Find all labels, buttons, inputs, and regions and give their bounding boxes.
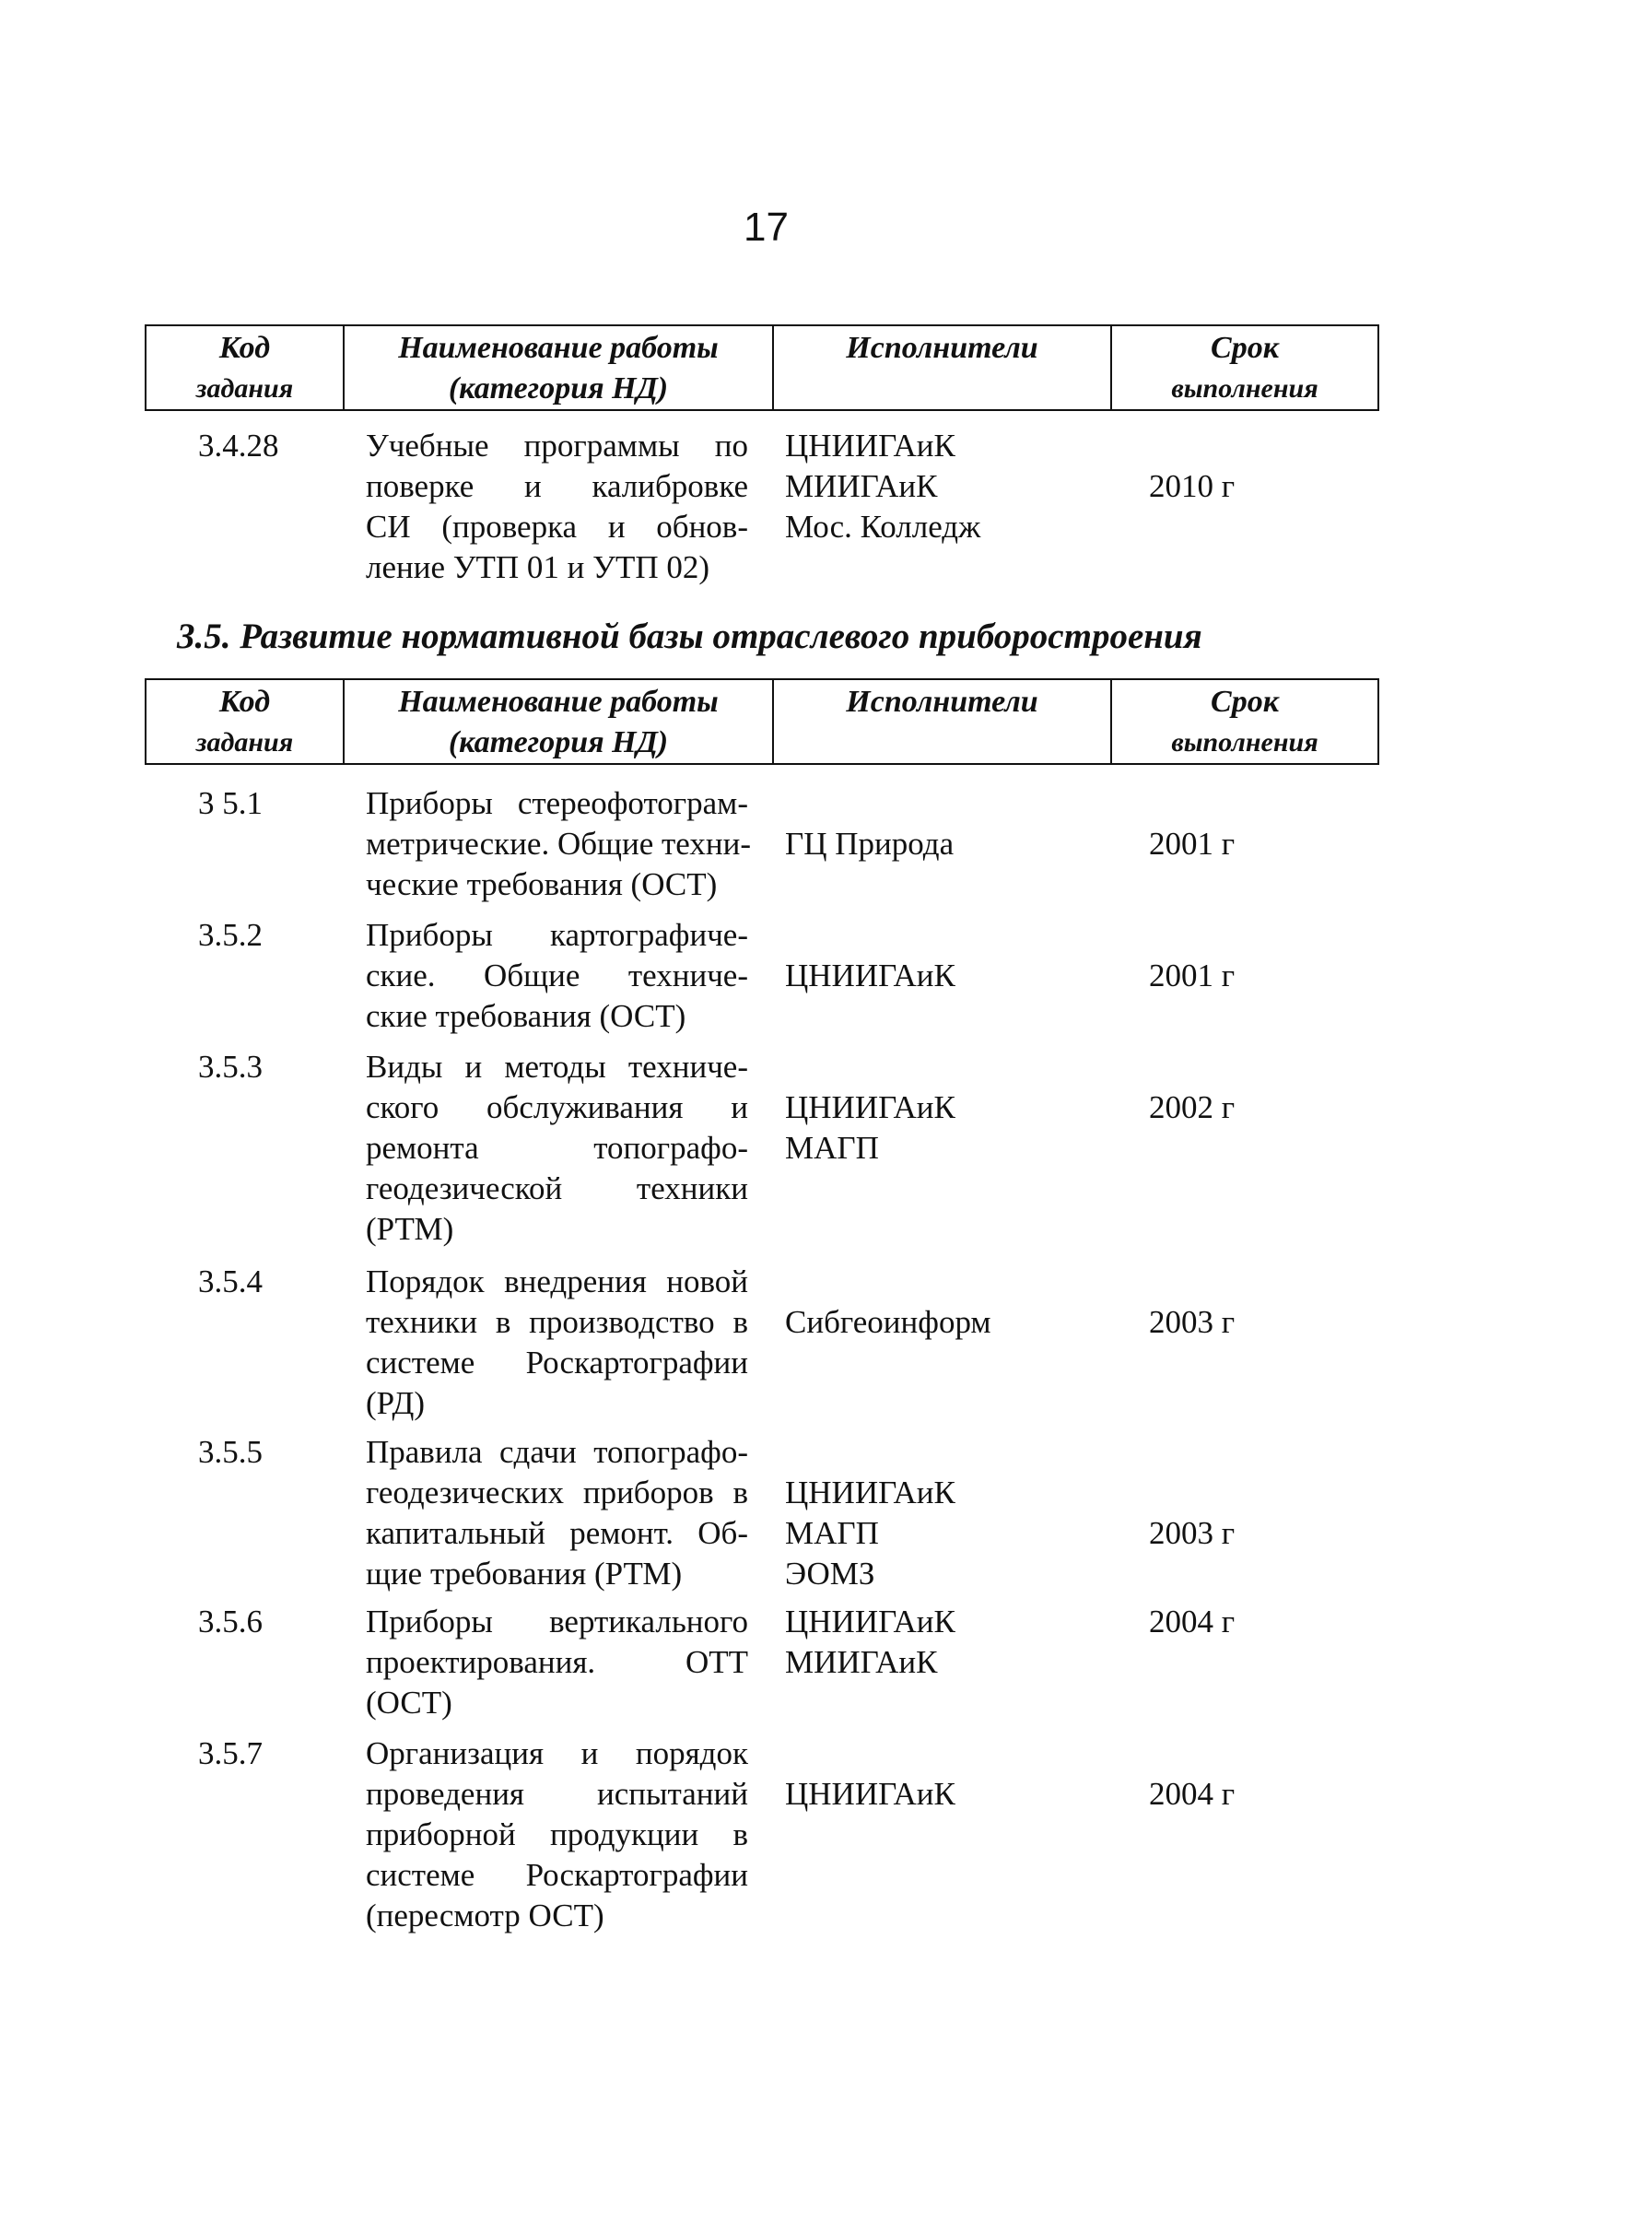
executor-name: ЦНИИГАиК	[785, 958, 955, 993]
header-executors	[773, 325, 1111, 410]
header-deadline	[1111, 325, 1378, 410]
executor-name: ЦНИИГАиК	[785, 1604, 955, 1639]
task-name-line: Учебные программы по	[366, 428, 748, 464]
task-name-line: системе Роскартографии	[366, 1345, 748, 1381]
task-executors	[785, 426, 1089, 547]
task-name-line: Приборы картографиче-	[366, 917, 748, 953]
executor-name: ЦНИИГАиК	[785, 428, 955, 464]
task-name-line: (ОСТ)	[366, 1685, 452, 1721]
task-executors	[785, 824, 1089, 864]
page-number: 17	[744, 205, 789, 250]
executor-name: ЦНИИГАиК	[785, 1089, 955, 1125]
header-name	[344, 679, 773, 764]
task-name-line: ского обслуживания и	[366, 1089, 748, 1125]
task-deadline: 2010 г	[1149, 468, 1236, 504]
executor-name: ГЦ Природа	[785, 826, 955, 862]
task-name-line: метрические. Общие техни-	[366, 826, 751, 862]
task-name	[366, 1262, 748, 1424]
task-name-line: капитальный ремонт. Об-	[366, 1515, 748, 1551]
executor-name: Мос. Колледж	[785, 509, 981, 545]
task-name-line: геодезической техники	[366, 1170, 748, 1206]
task-name-line: Приборы стереофотограм-	[366, 785, 748, 821]
task-executors	[785, 1087, 1089, 1169]
task-name-line: ские. Общие техниче-	[366, 958, 748, 993]
header-name-line1: Наименование работы	[398, 331, 719, 365]
task-deadline: 2004 г	[1149, 1604, 1236, 1639]
task-code: 3.5.3	[198, 1049, 263, 1085]
task-code: 3.5.6	[198, 1604, 263, 1639]
task-name-line: приборной продукции в	[366, 1816, 748, 1852]
task-code: 3.5.4	[198, 1263, 263, 1299]
task-deadline: 2003 г	[1149, 1515, 1236, 1551]
header-deadline-line1: Срок	[1211, 685, 1279, 719]
task-executors	[785, 1774, 1089, 1815]
task-executors	[785, 1473, 1089, 1594]
task-deadline: 2001 г	[1149, 958, 1236, 993]
task-name-line: щие требования (РТМ)	[366, 1556, 683, 1592]
task-name-line: ческие требования (ОСТ)	[366, 866, 718, 902]
task-deadline: 2003 г	[1149, 1304, 1236, 1340]
task-code: 3.5.2	[198, 917, 263, 953]
executor-name: ЭОМЗ	[785, 1556, 875, 1592]
task-name-line: проектирования. ОТТ	[366, 1644, 748, 1680]
header-deadline-line2: выполнения	[1171, 727, 1318, 758]
header-name-line2: (категория НД)	[448, 371, 669, 405]
task-deadline: 2002 г	[1149, 1089, 1236, 1125]
header-executors-label: Исполнители	[846, 331, 1038, 365]
task-name-line: ремонта топографо-	[366, 1130, 748, 1166]
task-name	[366, 426, 748, 588]
executor-name: ЦНИИГАиК	[785, 1776, 955, 1812]
task-name-line: системе Роскартографии	[366, 1857, 748, 1893]
executor-name: Сибгеоинформ	[785, 1304, 991, 1340]
task-name-line: СИ (проверка и обнов-	[366, 509, 748, 545]
header-code-line1: Код	[218, 331, 271, 365]
task-name-line: Порядок внедрения новой	[366, 1263, 748, 1299]
header-code-line1: Код	[218, 685, 271, 719]
header-code	[146, 325, 344, 410]
task-name	[366, 1047, 748, 1250]
task-name-line: (пересмотр ОСТ)	[366, 1898, 604, 1933]
task-name-line: геодезических приборов в	[366, 1475, 748, 1510]
header-name-line1: Наименование работы	[398, 685, 719, 719]
task-name-line: проведения испытаний	[366, 1776, 748, 1812]
header-name-line2: (категория НД)	[448, 725, 669, 759]
task-name-line: (РТМ)	[366, 1211, 454, 1247]
header-executors-label: Исполнители	[846, 685, 1038, 719]
header-deadline	[1111, 679, 1378, 764]
task-name-line: техники в производство в	[366, 1304, 748, 1340]
task-name-line: ление УТП 01 и УТП 02)	[366, 549, 710, 585]
table-header-2	[145, 678, 1379, 765]
task-name	[366, 783, 751, 905]
task-executors	[785, 1602, 1089, 1683]
header-code-line2: задания	[195, 727, 294, 758]
task-name	[366, 915, 748, 1037]
task-name-line: Организация и порядок	[366, 1735, 748, 1771]
task-name	[366, 1432, 748, 1594]
table-header-1	[145, 324, 1379, 411]
task-name-line: Правила сдачи топографо-	[366, 1434, 748, 1470]
task-deadline: 2004 г	[1149, 1776, 1236, 1812]
task-name	[366, 1602, 748, 1723]
task-name-line: ские требования (ОСТ)	[366, 998, 686, 1034]
task-code: 3.4.28	[198, 428, 279, 464]
task-deadline: 2001 г	[1149, 826, 1236, 862]
task-code: 3.5.7	[198, 1735, 263, 1771]
task-code: 3.5.5	[198, 1434, 263, 1470]
task-name-line: поверке и калибровке	[366, 468, 748, 504]
header-executors	[773, 679, 1111, 764]
executor-name: МИИГАиК	[785, 1644, 938, 1680]
task-name-line: (РД)	[366, 1385, 426, 1421]
executor-name: МИИГАиК	[785, 468, 938, 504]
header-deadline-line1: Срок	[1211, 331, 1279, 365]
header-code-line2: задания	[195, 373, 294, 404]
task-name	[366, 1733, 748, 1936]
task-executors	[785, 956, 1089, 996]
header-deadline-line2: выполнения	[1171, 373, 1318, 404]
task-name-line: Приборы вертикального	[366, 1604, 748, 1639]
executor-name: ЦНИИГАиК	[785, 1475, 955, 1510]
executor-name: МАГП	[785, 1130, 879, 1166]
section-title: 3.5. Развитие нормативной базы отраслевого приборостроения	[177, 617, 1202, 656]
task-code: 3 5.1	[198, 785, 263, 821]
task-name-line: Виды и методы техниче-	[366, 1049, 748, 1085]
header-name	[344, 325, 773, 410]
header-code	[146, 679, 344, 764]
executor-name: МАГП	[785, 1515, 879, 1551]
task-executors	[785, 1302, 1089, 1343]
